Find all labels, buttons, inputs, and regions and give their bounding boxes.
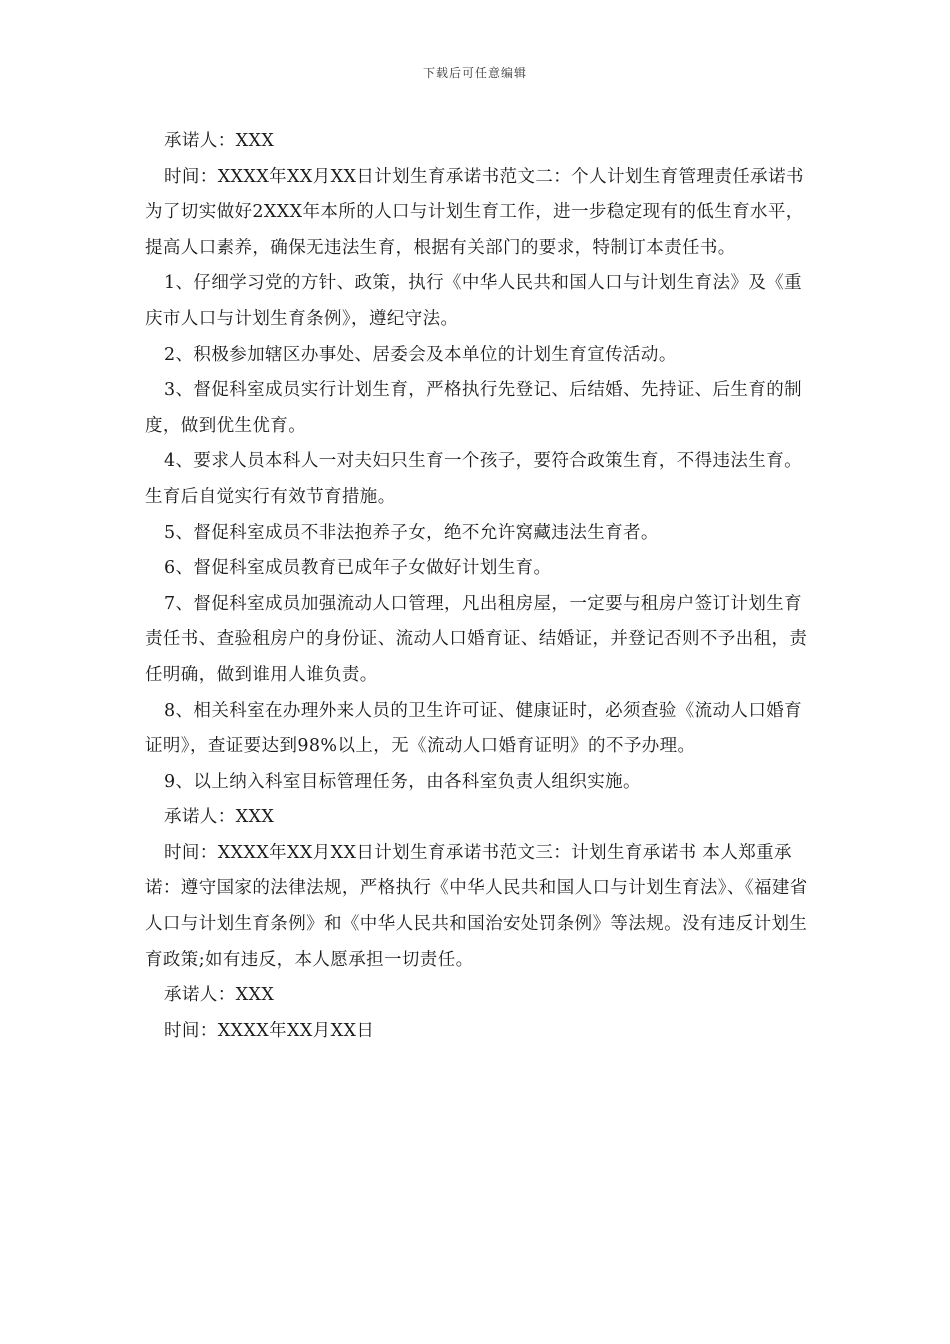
paragraph-signatory-3: 承诺人：XXX [164,985,275,1006]
paragraph-item-2: 2、积极参加辖区办事处、居委会及本单位的计划生育宣传活动。 [164,344,677,365]
document-body [145,124,817,1049]
page-header: 下载后可任意编辑 [422,66,527,80]
paragraph-date-final: 时间：XXXX年XX月XX日 [164,1020,375,1041]
paragraph-item-6: 6、督促科室成员教育已成年子女做好计划生育。 [164,558,552,579]
paragraph-item-7: 7、督促科室成员加强流动人口管理，凡出租房屋，一定要与租房户签订计划生育责任书、查验租房户的身份证、流动人口婚育证、结婚证，并登记否则不予出租，责任明确，做到谁用人谁负责。 [145,593,808,685]
paragraph-signatory-1: 承诺人：XXX [164,131,275,151]
paragraph-item-9: 9、以上纳入科室目标管理任务，由各科室负责人组织实施。 [164,771,641,792]
paragraph-item-3: 3、督促科室成员实行计划生育，严格执行先登记、后结婚、先持证、后生育的制度，做到优生优育。 [145,380,803,436]
paragraph-item-4: 4、要求人员本科人一对夫妇只生育一个孩子，要符合政策生育，不得违法生育。生育后自觉实行有效节育措施。 [145,451,803,507]
paragraph-item-1: 1、仔细学习党的方针、政策，执行《中华人民共和国人口与计划生育法》及《重庆市人口与计划生育条例》，遵纪守法。 [145,273,803,329]
paragraph-signatory-2: 承诺人：XXX [164,807,275,828]
paragraph-date-template-3: 时间：XXXX年XX月XX日计划生育承诺书范文三：计划生育承诺书 本人郑重承诺：遵守国家的法律法规，严格执行《中华人民共和国人口与计划生育法》、《福建省人口与计划生育条例》和《中华人民共和国治安处罚条例》等法规。没有违反计划生育政策;如有违反，本人愿承担一切责任。 [145,842,808,970]
paragraph-item-8: 8、相关科室在办理外来人员的卫生许可证、健康证时，必须查验《流动人口婚育证明》，查证要达到98%以上，无《流动人口婚育证明》的不予办理。 [145,700,803,757]
paragraph-date-template-2: 时间：XXXX年XX月XX日计划生育承诺书范文二：个人计划生育管理责任承诺书 为了切实做好2XXX年本所的人口与计划生育工作，进一步稳定现有的低生育水平，提高人口素养，确保无违法生育，根据有关部门的要求，特制订本责任书。 [145,166,804,258]
paragraph-item-5: 5、督促科室成员不非法抱养子女，绝不允许窝藏违法生育者。 [164,522,659,543]
